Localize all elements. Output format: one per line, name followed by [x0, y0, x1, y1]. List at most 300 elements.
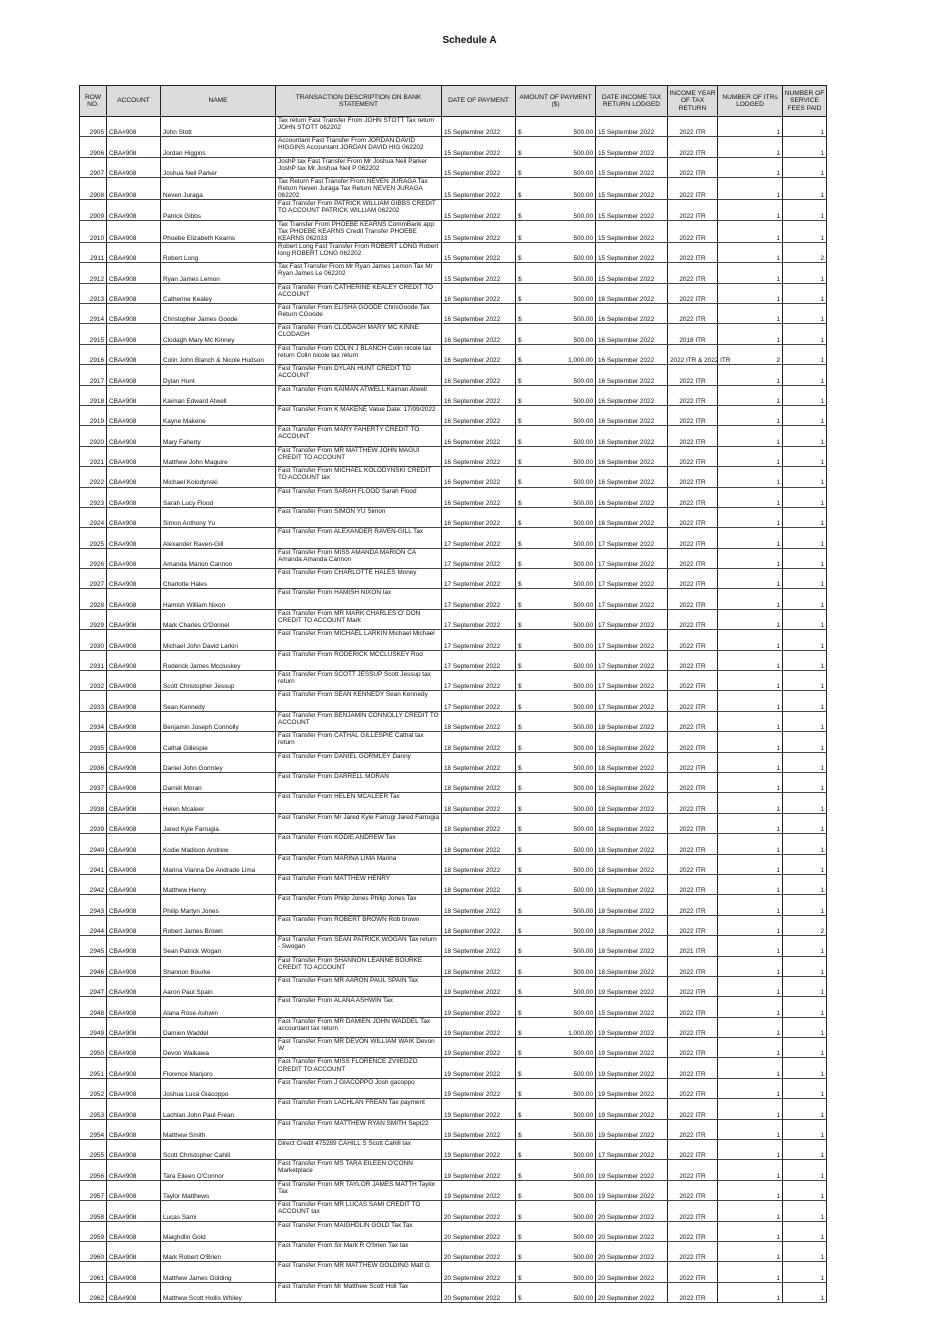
description-cell: Fast Transfer From SEAN KENNEDY Sean Kennedy [276, 691, 442, 711]
table-row [80, 1221, 827, 1241]
description-cell: Fast Transfer From MICHAEL LARKIN Michael Michael [276, 630, 442, 650]
header-row [80, 86, 827, 117]
amount-cell [516, 630, 596, 650]
amount-value: 500.00 [573, 1131, 593, 1139]
amount-cell [516, 895, 596, 915]
name-cell: Aaron Paul Spain [161, 976, 276, 996]
currency-symbol: $ [518, 377, 522, 385]
service-fees-cell: 1 [783, 283, 827, 303]
income-year-cell: 2022 ITR [668, 365, 718, 385]
income-year-cell: 2022 ITR [668, 1119, 718, 1139]
lodged-date-cell: 17 September 2022 [596, 569, 668, 589]
lodged-date-cell: 16 September 2022 [596, 324, 668, 344]
table-row [80, 1140, 827, 1160]
account-cell: CBA#908 [107, 283, 161, 303]
description-cell: Fast Transfer From SEAN PATRICK WOGAN Tax return - Swogan [276, 936, 442, 956]
row-number-cell: 2944 [80, 915, 107, 935]
account-cell: CBA#908 [107, 589, 161, 609]
itrs-lodged-cell: 1 [718, 426, 783, 446]
itrs-lodged-cell: 1 [718, 630, 783, 650]
service-fees-cell: 1 [783, 1201, 827, 1221]
itrs-lodged-cell: 1 [718, 793, 783, 813]
itrs-lodged-cell: 1 [718, 895, 783, 915]
row-number-cell: 2943 [80, 895, 107, 915]
col-header-row-no: ROW NO. [80, 86, 107, 117]
amount-value: 500.00 [573, 846, 593, 854]
service-fees-cell: 1 [783, 548, 827, 568]
name-cell: Shannon Bourke [161, 956, 276, 976]
amount-value: 500.00 [573, 1091, 593, 1099]
service-fees-cell: 1 [783, 650, 827, 670]
currency-symbol: $ [518, 1274, 522, 1282]
description-cell: Fast Transfer From CHARLOTTE HALES Money [276, 569, 442, 589]
amount-value: 500.00 [573, 744, 593, 752]
currency-symbol: $ [518, 703, 522, 711]
table-row [80, 324, 827, 344]
row-number-cell: 2912 [80, 263, 107, 283]
itrs-lodged-cell: 1 [718, 936, 783, 956]
service-fees-cell: 1 [783, 507, 827, 527]
lodged-date-cell: 19 September 2022 [596, 1017, 668, 1037]
row-number-cell: 2923 [80, 487, 107, 507]
lodged-date-cell: 18 September 2022 [596, 915, 668, 935]
col-header-date-lodged: DATE INCOME TAX RETURN LODGED [596, 86, 668, 117]
description-cell: Fast Transfer From KAIMAN ATWELL Kaiman Atwell [276, 385, 442, 405]
amount-cell [516, 487, 596, 507]
row-number-cell: 2962 [80, 1282, 107, 1302]
name-cell: Sarah Lucy Flood [161, 487, 276, 507]
amount-cell [516, 1262, 596, 1282]
table-row [80, 732, 827, 752]
itrs-lodged-cell: 1 [718, 385, 783, 405]
amount-cell [516, 1282, 596, 1302]
description-cell: Fast Transfer From MICHAEL KOLODYNSKI CREDIT TO ACCOUNT tax [276, 467, 442, 487]
amount-value: 500.00 [573, 785, 593, 793]
income-year-cell: 2022 ITR [668, 446, 718, 466]
payment-date-cell: 19 September 2022 [442, 1160, 516, 1180]
name-cell: Kodie Madison Andrew [161, 834, 276, 854]
service-fees-cell: 1 [783, 1058, 827, 1078]
currency-symbol: $ [518, 149, 522, 157]
col-header-name: NAME [161, 86, 276, 117]
amount-value: 500.00 [573, 1050, 593, 1058]
amount-value: 500.00 [573, 192, 593, 200]
income-year-cell: 2018 ITR [668, 324, 718, 344]
amount-cell [516, 200, 596, 220]
name-cell: Maighdlin Gold [161, 1221, 276, 1241]
itrs-lodged-cell: 1 [718, 773, 783, 793]
description-cell: Fast Transfer From ROBERT BROWN Rob brown [276, 915, 442, 935]
currency-symbol: $ [518, 561, 522, 569]
row-number-cell: 2911 [80, 242, 107, 262]
income-year-cell: 2022 ITR [668, 854, 718, 874]
itrs-lodged-cell: 1 [718, 976, 783, 996]
amount-cell [516, 283, 596, 303]
itrs-lodged-cell: 1 [718, 854, 783, 874]
service-fees-cell: 1 [783, 732, 827, 752]
itrs-lodged-cell: 1 [718, 117, 783, 137]
income-year-cell: 2022 ITR [668, 220, 718, 242]
lodged-date-cell: 19 September 2022 [596, 1038, 668, 1058]
account-cell: CBA#908 [107, 200, 161, 220]
service-fees-cell: 1 [783, 157, 827, 177]
amount-value: 500.00 [573, 805, 593, 813]
col-header-itrs-lodged: NUMBER OF ITRs LODGED [718, 86, 783, 117]
name-cell: Florence Manjoro [161, 1058, 276, 1078]
amount-cell [516, 1119, 596, 1139]
row-number-cell: 2949 [80, 1017, 107, 1037]
itrs-lodged-cell: 1 [718, 1119, 783, 1139]
itrs-lodged-cell: 1 [718, 548, 783, 568]
payment-date-cell: 20 September 2022 [442, 1241, 516, 1261]
income-year-cell: 2022 ITR [668, 630, 718, 650]
payment-date-cell: 18 September 2022 [442, 895, 516, 915]
amount-cell [516, 854, 596, 874]
table-row [80, 752, 827, 772]
amount-cell [516, 752, 596, 772]
currency-symbol: $ [518, 336, 522, 344]
service-fees-cell: 1 [783, 304, 827, 324]
currency-symbol: $ [518, 1070, 522, 1078]
name-cell: Simon Anthony Yu [161, 507, 276, 527]
description-cell: Fast Transfer From DARRELL MORAN [276, 773, 442, 793]
payment-date-cell: 17 September 2022 [442, 630, 516, 650]
amount-value: 500.00 [573, 764, 593, 772]
service-fees-cell: 2 [783, 915, 827, 935]
lodged-date-cell: 16 September 2022 [596, 467, 668, 487]
payment-date-cell: 18 September 2022 [442, 874, 516, 894]
itrs-lodged-cell: 1 [718, 1099, 783, 1119]
account-cell: CBA#908 [107, 467, 161, 487]
account-cell: CBA#908 [107, 711, 161, 731]
name-cell: Matthew John Maguire [161, 446, 276, 466]
row-number-cell: 2936 [80, 752, 107, 772]
name-cell: Darrell Moran [161, 773, 276, 793]
income-year-cell: 2022 ITR [668, 834, 718, 854]
account-cell: CBA#908 [107, 304, 161, 324]
service-fees-cell: 1 [783, 976, 827, 996]
amount-cell [516, 344, 596, 364]
currency-symbol: $ [518, 642, 522, 650]
amount-value: 500.00 [573, 316, 593, 324]
description-cell: Fast Transfer From J GIACOPPO Josh gacoppo [276, 1078, 442, 1098]
itrs-lodged-cell: 1 [718, 137, 783, 157]
name-cell: Neven Juraga [161, 178, 276, 200]
currency-symbol: $ [518, 234, 522, 242]
table-row [80, 220, 827, 242]
currency-symbol: $ [518, 1152, 522, 1160]
payment-date-cell: 16 September 2022 [442, 507, 516, 527]
currency-symbol: $ [518, 928, 522, 936]
payment-date-cell: 17 September 2022 [442, 589, 516, 609]
table-row [80, 1201, 827, 1221]
description-cell: Tax Fast Transfer From Mr Ryan James Lemon Tax Mr Ryan James Le 062202 [276, 263, 442, 283]
lodged-date-cell: 18 September 2022 [596, 874, 668, 894]
row-number-cell: 2926 [80, 548, 107, 568]
income-year-cell: 2022 ITR & 2022 ITR [668, 344, 718, 364]
amount-value: 500.00 [573, 438, 593, 446]
income-year-cell: 2022 ITR [668, 283, 718, 303]
name-cell: Phoebe Elizabeth Kearns [161, 220, 276, 242]
service-fees-cell: 1 [783, 324, 827, 344]
description-cell: Fast Transfer From MARINA LIMA Marina [276, 854, 442, 874]
payment-date-cell: 19 September 2022 [442, 1078, 516, 1098]
account-cell: CBA#908 [107, 650, 161, 670]
currency-symbol: $ [518, 295, 522, 303]
currency-symbol: $ [518, 826, 522, 834]
table-row [80, 507, 827, 527]
itrs-lodged-cell: 1 [718, 405, 783, 425]
income-year-cell: 2022 ITR [668, 650, 718, 670]
description-cell: JoshP tax Fast Transfer From Mr Joshua Neil Parker JoshP tax Mr Joshua Neil P 062202 [276, 157, 442, 177]
currency-symbol: $ [518, 601, 522, 609]
name-cell: Scott Christopher Cahill [161, 1140, 276, 1160]
amount-cell [516, 220, 596, 242]
payment-date-cell: 18 September 2022 [442, 813, 516, 833]
name-cell: Mary Faherty [161, 426, 276, 446]
amount-cell [516, 446, 596, 466]
name-cell: Daniel John Gormley [161, 752, 276, 772]
account-cell: CBA#908 [107, 752, 161, 772]
amount-cell [516, 242, 596, 262]
amount-value: 500.00 [573, 948, 593, 956]
lodged-date-cell: 18 September 2022 [596, 793, 668, 813]
amount-value: 500.00 [573, 887, 593, 895]
currency-symbol: $ [518, 129, 522, 137]
income-year-cell: 2022 ITR [668, 467, 718, 487]
account-cell: CBA#908 [107, 157, 161, 177]
income-year-cell: 2022 ITR [668, 1160, 718, 1180]
amount-value: 500.00 [573, 540, 593, 548]
account-cell: CBA#908 [107, 813, 161, 833]
currency-symbol: $ [518, 622, 522, 630]
itrs-lodged-cell: 1 [718, 1180, 783, 1200]
row-number-cell: 2913 [80, 283, 107, 303]
amount-cell [516, 548, 596, 568]
lodged-date-cell: 20 September 2022 [596, 1282, 668, 1302]
account-cell: CBA#908 [107, 1058, 161, 1078]
payment-date-cell: 16 September 2022 [442, 283, 516, 303]
amount-cell [516, 1180, 596, 1200]
account-cell: CBA#908 [107, 1201, 161, 1221]
description-cell: Fast Transfer From CLODAGH MARY MC KINNE CLODAGH [276, 324, 442, 344]
lodged-date-cell: 18 September 2022 [596, 752, 668, 772]
row-number-cell: 2932 [80, 671, 107, 691]
description-cell: Fast Transfer From HAMISH NIXON tax [276, 589, 442, 609]
name-cell: Cathal Gillespie [161, 732, 276, 752]
name-cell: Colin John Blanch & Nicole Hudson [161, 344, 276, 364]
currency-symbol: $ [518, 663, 522, 670]
itrs-lodged-cell: 1 [718, 1078, 783, 1098]
payment-date-cell: 17 September 2022 [442, 671, 516, 691]
itrs-lodged-cell: 1 [718, 589, 783, 609]
amount-value: 500.00 [573, 866, 593, 874]
payment-date-cell: 18 September 2022 [442, 732, 516, 752]
itrs-lodged-cell: 1 [718, 1160, 783, 1180]
amount-value: 500.00 [573, 724, 593, 732]
account-cell: CBA#908 [107, 507, 161, 527]
service-fees-cell: 1 [783, 569, 827, 589]
account-cell: CBA#908 [107, 1180, 161, 1200]
name-cell: Charlotte Hales [161, 569, 276, 589]
currency-symbol: $ [518, 907, 522, 915]
lodged-date-cell: 18 September 2022 [596, 773, 668, 793]
service-fees-cell: 1 [783, 137, 827, 157]
payment-date-cell: 16 September 2022 [442, 365, 516, 385]
account-cell: CBA#908 [107, 773, 161, 793]
amount-cell [516, 1160, 596, 1180]
income-year-cell: 2022 ITR [668, 1221, 718, 1241]
lodged-date-cell: 15 September 2022 [596, 178, 668, 200]
amount-value: 500.00 [573, 1295, 593, 1303]
amount-value: 500.00 [573, 275, 593, 283]
payment-date-cell: 15 September 2022 [442, 263, 516, 283]
account-cell: CBA#908 [107, 324, 161, 344]
table-row [80, 997, 827, 1017]
description-cell: Fast Transfer From MS TARA EILEEN O'CONN Marketplace [276, 1160, 442, 1180]
service-fees-cell: 1 [783, 1282, 827, 1302]
row-number-cell: 2958 [80, 1201, 107, 1221]
table-row [80, 671, 827, 691]
amount-value: 500.00 [573, 255, 593, 263]
service-fees-cell: 1 [783, 752, 827, 772]
amount-cell [516, 137, 596, 157]
lodged-date-cell: 20 September 2022 [596, 1262, 668, 1282]
row-number-cell: 2935 [80, 732, 107, 752]
description-cell: Fast Transfer From ELISHA GOODE ChrisGoode Tax Return CGoode [276, 304, 442, 324]
amount-value: 500.00 [573, 397, 593, 405]
payment-date-cell: 15 September 2022 [442, 117, 516, 137]
itrs-lodged-cell: 1 [718, 1201, 783, 1221]
amount-cell [516, 1058, 596, 1078]
service-fees-cell: 1 [783, 711, 827, 731]
row-number-cell: 2951 [80, 1058, 107, 1078]
name-cell: Jared Kyle Farrugia [161, 813, 276, 833]
name-cell: Patrick Gibbs [161, 200, 276, 220]
table-row [80, 242, 827, 262]
income-year-cell: 2022 ITR [668, 1140, 718, 1160]
amount-value: 500.00 [573, 1111, 593, 1119]
itrs-lodged-cell: 1 [718, 157, 783, 177]
income-year-cell: 2022 ITR [668, 671, 718, 691]
account-cell: CBA#908 [107, 426, 161, 446]
amount-value: 500.00 [573, 418, 593, 426]
itrs-lodged-cell: 1 [718, 365, 783, 385]
income-year-cell: 2022 ITR [668, 956, 718, 976]
lodged-date-cell: 18 September 2022 [596, 834, 668, 854]
lodged-date-cell: 15 September 2022 [596, 997, 668, 1017]
lodged-date-cell: 15 September 2022 [596, 117, 668, 137]
schedule-body [80, 117, 827, 1303]
row-number-cell: 2942 [80, 874, 107, 894]
amount-value: 500.00 [573, 601, 593, 609]
service-fees-cell: 1 [783, 895, 827, 915]
amount-cell [516, 976, 596, 996]
table-row [80, 834, 827, 854]
row-number-cell: 2945 [80, 936, 107, 956]
col-header-description: TRANSACTION DESCRIPTION ON BANK STATEMENT [276, 86, 442, 117]
schedule-table [79, 85, 827, 1303]
description-cell: Fast Transfer From COLIN J BLANCH Colin nicole tax return Colin nicole tax return [276, 344, 442, 364]
description-cell: Fast Transfer From CATHAL GILLESPIE Cathal tax return [276, 732, 442, 752]
row-number-cell: 2952 [80, 1078, 107, 1098]
itrs-lodged-cell: 1 [718, 752, 783, 772]
income-year-cell: 2022 ITR [668, 304, 718, 324]
description-cell: Fast Transfer From LACHLAN FREAN Tax payment [276, 1099, 442, 1119]
currency-symbol: $ [518, 1213, 522, 1221]
amount-value: 500.00 [573, 377, 593, 385]
name-cell: Matthew Scott Hollis Whiley [161, 1282, 276, 1302]
table-row [80, 569, 827, 589]
itrs-lodged-cell: 1 [718, 1262, 783, 1282]
table-row [80, 528, 827, 548]
income-year-cell: 2022 ITR [668, 528, 718, 548]
table-row [80, 874, 827, 894]
account-cell: CBA#908 [107, 671, 161, 691]
row-number-cell: 2925 [80, 528, 107, 548]
income-year-cell: 2022 ITR [668, 874, 718, 894]
row-number-cell: 2961 [80, 1262, 107, 1282]
service-fees-cell: 1 [783, 263, 827, 283]
income-year-cell: 2022 ITR [668, 813, 718, 833]
itrs-lodged-cell: 1 [718, 220, 783, 242]
service-fees-cell: 1 [783, 936, 827, 956]
lodged-date-cell: 16 September 2022 [596, 385, 668, 405]
payment-date-cell: 19 September 2022 [442, 997, 516, 1017]
currency-symbol: $ [518, 1254, 522, 1262]
service-fees-cell: 1 [783, 691, 827, 711]
amount-value: 500.00 [573, 499, 593, 507]
lodged-date-cell: 16 September 2022 [596, 365, 668, 385]
payment-date-cell: 15 September 2022 [442, 137, 516, 157]
income-year-cell: 2022 ITR [668, 405, 718, 425]
account-cell: CBA#908 [107, 915, 161, 935]
lodged-date-cell: 20 September 2022 [596, 1221, 668, 1241]
lodged-date-cell: 15 September 2022 [596, 157, 668, 177]
account-cell: CBA#908 [107, 220, 161, 242]
income-year-cell: 2022 ITR [668, 1038, 718, 1058]
account-cell: CBA#908 [107, 1262, 161, 1282]
table-row [80, 117, 827, 137]
description-cell: Fast Transfer From Sir Mark R O'brien Tax tax [276, 1241, 442, 1261]
lodged-date-cell: 18 September 2022 [596, 956, 668, 976]
amount-cell [516, 793, 596, 813]
name-cell: Roderick James Mccluskey [161, 650, 276, 670]
currency-symbol: $ [518, 1091, 522, 1099]
amount-cell [516, 1241, 596, 1261]
currency-symbol: $ [518, 438, 522, 446]
account-cell: CBA#908 [107, 732, 161, 752]
itrs-lodged-cell: 1 [718, 200, 783, 220]
itrs-lodged-cell: 1 [718, 304, 783, 324]
row-number-cell: 2957 [80, 1180, 107, 1200]
table-row [80, 813, 827, 833]
service-fees-cell: 1 [783, 1140, 827, 1160]
amount-cell [516, 874, 596, 894]
amount-value: 500.00 [573, 1233, 593, 1241]
lodged-date-cell: 15 September 2022 [596, 200, 668, 220]
name-cell: Tara Eileen O'Connor [161, 1160, 276, 1180]
income-year-cell: 2022 ITR [668, 1180, 718, 1200]
income-year-cell: 2022 ITR [668, 1099, 718, 1119]
name-cell: Hamish William Nixon [161, 589, 276, 609]
description-cell: Fast Transfer From MR MATTHEW GOLDING Matt G [276, 1262, 442, 1282]
description-cell: Tax Transfer From PHOEBE KEARNS CommBank app Tax PHOEBE KEARNS Credit Transfer PHOEBE KEARNS 062033 [276, 220, 442, 242]
income-year-cell: 2022 ITR [668, 507, 718, 527]
account-cell: CBA#908 [107, 1282, 161, 1302]
itrs-lodged-cell: 1 [718, 1058, 783, 1078]
table-row [80, 467, 827, 487]
